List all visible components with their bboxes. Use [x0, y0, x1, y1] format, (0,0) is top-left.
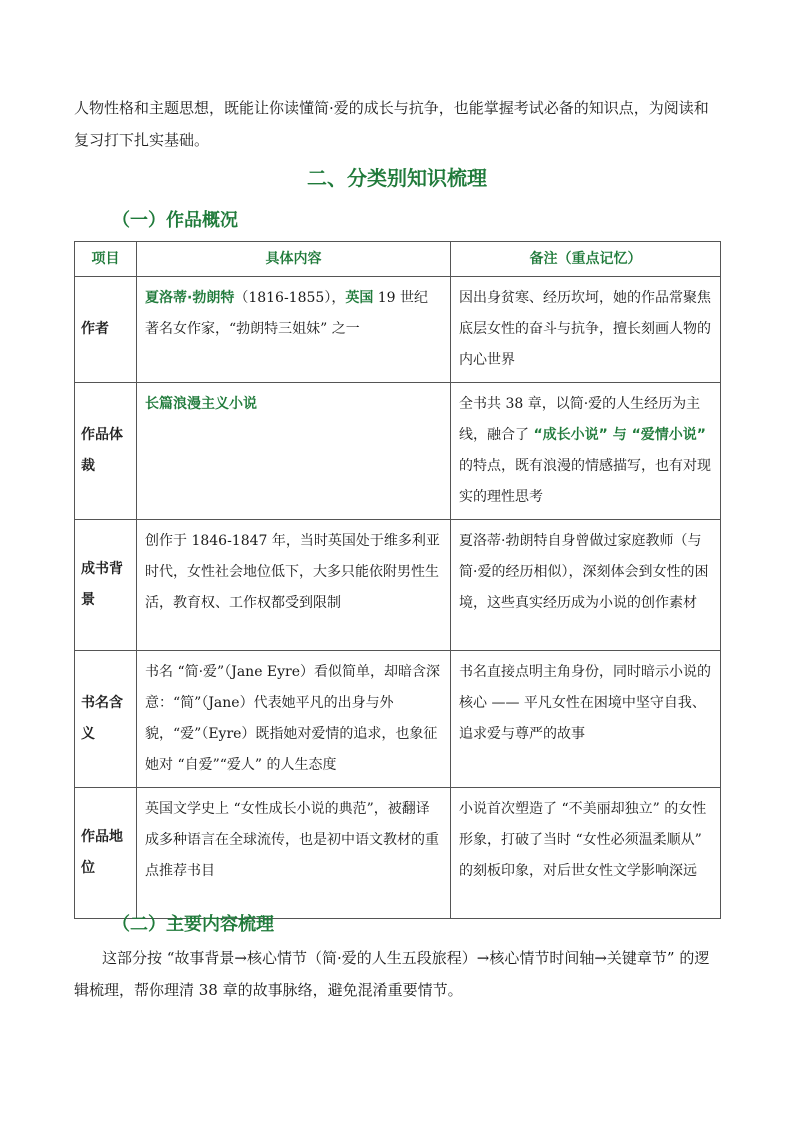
- row-note: 因出身贫寒、经历坎坷，她的作品常聚焦底层女性的奋斗与抗争，擅长刻画人物的内心世界: [451, 277, 721, 383]
- subsection-title-content: （二）主要内容梳理: [112, 914, 274, 935]
- author-years: （1816-1855），: [234, 290, 346, 306]
- row-content: 创作于 1846-1847 年，当时英国处于维多利亚时代，女性社会地位低下，大多只能依附男性生活，教育权、工作权都受到限制: [137, 520, 451, 651]
- row-note: 夏洛蒂·勃朗特自身曾做过家庭教师（与简·爱的经历相似），深刻体会到女性的困境，这些真实经历成为小说的创作素材: [451, 520, 721, 651]
- work-overview-table: [74, 241, 721, 919]
- row-content: [137, 383, 451, 520]
- author-country: 英国: [345, 290, 374, 306]
- row-label: 成书背景: [75, 520, 137, 651]
- header-content: 具体内容: [137, 242, 451, 277]
- content-paragraph: 这部分按 “故事背景→核心情节（简·爱的人生五段旅程）→核心情节时间轴→关键章节” 的逻辑梳理，帮你理清 38 章的故事脉络，避免混淆重要情节。: [74, 949, 710, 999]
- subsection-title-overview: （一）作品概况: [112, 210, 238, 231]
- row-label: 书名含义: [75, 651, 137, 788]
- author-desc: 19 世纪著名女作家，“勃朗特三姐妹” 之一: [145, 290, 429, 337]
- intro-paragraph: 人物性格和主题思想，既能让你读懂简·爱的成长与抗争，也能掌握考试必备的知识点，为阅读和复习打下扎实基础。: [74, 99, 709, 149]
- header-item: 项目: [75, 242, 137, 277]
- row-content: 书名 “简·爱”（Jane Eyre）看似简单，却暗含深意：“简”（Jane）代表她平凡的出身与外貌，“爱”（Eyre）既指她对爱情的追求，也象征她对 “自爱”“爱人” 的人生态度: [137, 651, 451, 788]
- row-note: [451, 383, 721, 520]
- table-row: [75, 651, 721, 788]
- table-row: [75, 520, 721, 651]
- genre-note-post: 的特点，既有浪漫的情感描写，也有对现实的理性思考: [459, 458, 711, 505]
- row-content: 英国文学史上 “女性成长小说的典范”，被翻译成多种语言在全球流传，也是初中语文教材的重点推荐书目: [137, 788, 451, 919]
- row-label: 作者: [75, 277, 137, 383]
- row-note: 小说首次塑造了 “不美丽却独立” 的女性形象，打破了当时 “女性必须温柔顺从” 的刻板印象，对后世女性文学影响深远: [451, 788, 721, 919]
- author-name: 夏洛蒂·勃朗特: [145, 290, 235, 306]
- genre-note-highlight: “成长小说” 与 “爱情小说”: [533, 427, 707, 443]
- table-row: [75, 277, 721, 383]
- genre-text: 长篇浪漫主义小说: [145, 396, 257, 412]
- row-content: [137, 277, 451, 383]
- table-row: [75, 788, 721, 919]
- table-row: [75, 383, 721, 520]
- table-header-row: [75, 242, 721, 277]
- header-notes: 备注（重点记忆）: [451, 242, 721, 277]
- section-title: 二、分类别知识梳理: [307, 166, 487, 190]
- row-note: 书名直接点明主角身份，同时暗示小说的核心 —— 平凡女性在困境中坚守自我、追求爱与尊严的故事: [451, 651, 721, 788]
- genre-note-pre: 全书共 38 章，以简·爱的人生经历为主线，融合了: [459, 396, 701, 443]
- row-label: 作品地位: [75, 788, 137, 919]
- row-label: 作品体裁: [75, 383, 137, 520]
